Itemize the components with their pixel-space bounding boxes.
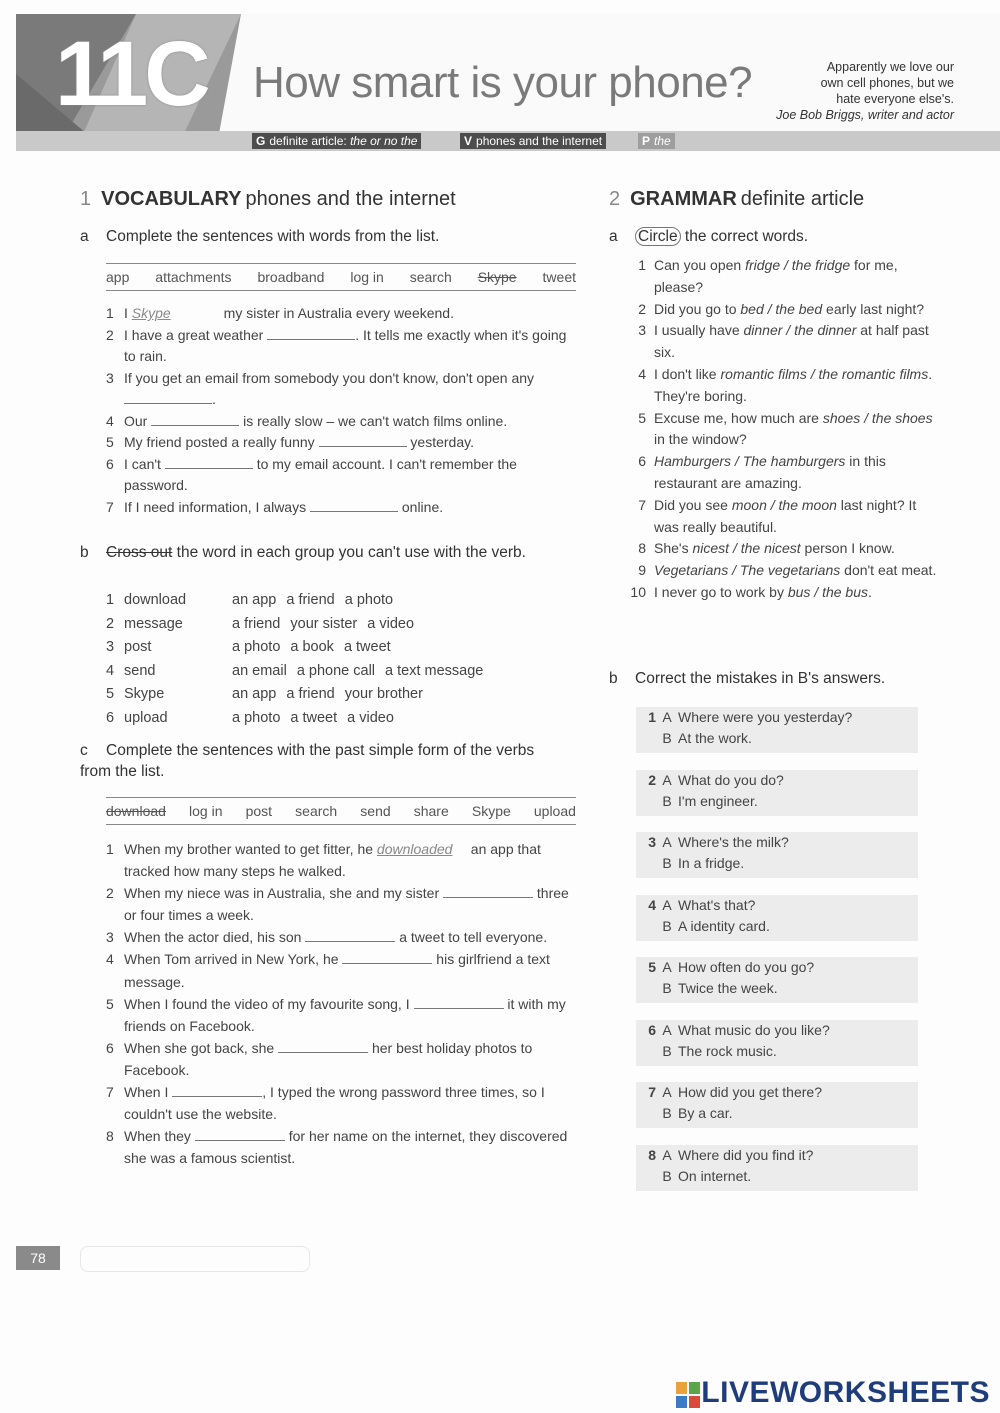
dialogue-answer[interactable]: On internet.	[678, 1167, 752, 1184]
dialogue-number-spacer	[636, 1041, 656, 1062]
grammar-item	[628, 538, 940, 560]
item-number: 5	[638, 409, 646, 426]
focus-vocabulary: V phones and the internet	[460, 133, 606, 149]
dialogue-answer[interactable]: A identity card.	[678, 917, 770, 934]
dialogue-number-spacer	[636, 853, 656, 874]
item-number: 7	[638, 496, 646, 513]
choice-options[interactable]: romantic films / the romantic films	[720, 365, 929, 382]
answer-blank[interactable]	[172, 1082, 262, 1097]
group-verb: send	[124, 662, 156, 679]
vocab-a-items	[106, 303, 576, 518]
dialogue-line-b	[636, 916, 918, 937]
word-list-item: app	[106, 269, 130, 285]
liveworksheets-logo-icon	[676, 1382, 700, 1408]
item-text	[654, 299, 924, 321]
item-number: 6	[106, 455, 114, 472]
speaker-a: A	[662, 896, 672, 913]
item-number: 7	[106, 498, 114, 515]
word-list-item: share	[413, 803, 449, 819]
quote-line: own cell phones, but we	[820, 76, 954, 90]
item-text-part: at half past six.	[654, 322, 929, 361]
dialogue-answer[interactable]: At the work.	[678, 730, 752, 746]
word-list-item: Skype	[471, 803, 511, 819]
item-text	[654, 364, 940, 408]
answer-blank[interactable]	[310, 497, 398, 512]
choice-options[interactable]: moon / the moon	[731, 496, 837, 513]
dialogue-line-a	[636, 1020, 918, 1041]
group-words	[232, 589, 576, 613]
item-number: 9	[638, 562, 646, 579]
item-text-part: Did you see	[654, 496, 732, 513]
unit-label: 11C	[55, 23, 207, 125]
dialogue-line-a	[636, 707, 918, 728]
exercise-item	[106, 303, 576, 325]
item-number: 10	[630, 583, 646, 600]
grammar-item	[628, 255, 940, 299]
group-word[interactable]: a photo	[232, 709, 281, 726]
item-number: 6	[106, 1039, 114, 1056]
group-word[interactable]: an app	[232, 686, 277, 702]
exercise-item	[106, 432, 576, 454]
answer-blank[interactable]	[443, 883, 533, 898]
item-text: I Skype my sister in Australia every weekend.	[124, 303, 454, 325]
grammar-heading: 2 GRAMMAR definite article	[609, 188, 865, 210]
item-text-part: in this restaurant are amazing.	[654, 453, 886, 491]
word-list-item: download	[106, 803, 166, 819]
grammar-item	[628, 299, 940, 321]
exercise-item	[106, 497, 576, 519]
group-word[interactable]: a text message	[385, 662, 484, 679]
item-text-part: don't eat meat.	[840, 562, 937, 579]
item-text-part: I don't like	[654, 365, 721, 382]
item-text: I can't to my email account. I can't remember the password.	[124, 455, 517, 493]
dialogue-number: 6	[648, 1021, 656, 1038]
speaker-a: A	[662, 834, 672, 850]
word-list-item: log in	[189, 803, 223, 819]
dialogue-line-b	[636, 1166, 918, 1187]
item-text-part: person I know.	[800, 540, 895, 557]
group-word[interactable]: your sister	[290, 615, 358, 632]
dialogue-line-b	[636, 728, 918, 749]
quote-line: hate everyone else's.	[836, 92, 954, 106]
dialogue-number-spacer	[636, 791, 656, 812]
grammar-item	[628, 320, 940, 364]
item-number: 1	[106, 841, 114, 857]
vocab-b-groups	[106, 589, 576, 730]
item-text	[654, 495, 940, 539]
exercise-item	[106, 838, 576, 882]
exercise-item	[106, 1125, 576, 1169]
exercise-item	[106, 1037, 576, 1081]
dialogue-line-a	[636, 770, 918, 791]
answer-blank[interactable]	[414, 994, 504, 1009]
word-list-item: search	[409, 269, 452, 285]
item-text: When the actor died, his son a tweet to tell everyone.	[124, 929, 548, 946]
dialogue-question: What's that?	[678, 896, 756, 913]
group-word[interactable]: an app	[232, 592, 277, 608]
exercise-item	[106, 948, 576, 992]
item-text: When my niece was in Australia, she and my sister three or four times a week.	[124, 885, 569, 924]
item-text-part: .	[868, 583, 872, 600]
item-number: 1	[106, 592, 115, 608]
item-number: 4	[638, 365, 646, 382]
dialogue-answer[interactable]: By a car.	[678, 1105, 733, 1121]
group-word[interactable]: your brother	[344, 686, 423, 702]
dialogue-question: Where's the milk?	[678, 834, 789, 850]
exercise-item	[106, 882, 576, 926]
item-text	[654, 408, 940, 452]
group-verb: upload	[124, 709, 168, 726]
speaker-b: B	[662, 980, 672, 996]
dialogue-answer[interactable]: Twice the week.	[678, 980, 778, 996]
group-words	[232, 707, 576, 731]
answer-blank[interactable]	[151, 411, 239, 426]
focus-grammar: G definite article: the or no the	[252, 133, 421, 149]
group-words	[232, 660, 576, 684]
item-text	[654, 255, 940, 299]
grammar-item	[628, 560, 940, 582]
word-list-item: search	[295, 803, 338, 819]
dialogue-box	[636, 832, 918, 878]
item-text: When Tom arrived in New York, he his girlfriend a text message.	[124, 951, 550, 990]
dialogue-number: 1	[648, 709, 656, 725]
grammar-item	[628, 451, 940, 495]
group-word[interactable]: a friend	[232, 615, 281, 632]
speaker-b: B	[662, 855, 672, 871]
item-number: 4	[106, 662, 115, 679]
item-text: When they for her name on the internet, they discovered she was a famous scientist.	[124, 1128, 568, 1167]
item-text-part: Did you go to	[654, 300, 741, 317]
answer-blank[interactable]	[267, 325, 355, 340]
dialogue-line-b	[636, 1041, 918, 1062]
dialogue-line-b	[636, 853, 918, 874]
item-number: 5	[106, 686, 115, 702]
footer-faint-box	[80, 1246, 310, 1272]
answer-blank[interactable]	[305, 927, 395, 942]
exercise-item	[106, 1081, 576, 1125]
item-text-part: Excuse me, how much are	[654, 409, 823, 426]
dialogue-number-spacer	[636, 916, 656, 937]
item-text-part: in the window?	[654, 431, 747, 448]
answer-blank[interactable]	[278, 1038, 368, 1053]
group-word[interactable]: a video	[367, 615, 415, 632]
page-title: How smart is your phone?	[253, 58, 753, 107]
exercise-item	[106, 411, 576, 433]
speaker-b: B	[662, 792, 672, 809]
item-number: 7	[106, 1084, 114, 1101]
choice-options[interactable]: bus / the bus	[787, 583, 869, 600]
item-text: My friend posted a really funny yesterday.	[124, 434, 474, 450]
group-word[interactable]: a tweet	[290, 709, 338, 726]
choice-options[interactable]: dinner / the dinner	[743, 322, 857, 339]
focus-pronunciation: P the	[638, 133, 675, 149]
dialogue-line-a	[636, 832, 918, 853]
dialogue-number: 2	[648, 771, 656, 788]
speaker-a: A	[662, 959, 672, 975]
vocab-a-word-list	[106, 263, 576, 291]
answer-blank[interactable]	[165, 454, 253, 469]
item-number: 4	[106, 951, 114, 968]
group-verb: post	[124, 639, 152, 655]
group-word[interactable]: a photo	[344, 592, 394, 608]
vocabulary-heading: 1 VOCABULARY phones and the internet	[80, 188, 456, 210]
item-text: Our is really slow – we can't watch films online.	[124, 412, 508, 429]
exercise-item	[106, 325, 576, 368]
item-text	[654, 538, 895, 560]
speaker-a: A	[662, 1146, 672, 1163]
speaker-b: B	[662, 1105, 672, 1121]
example-answer: Skype	[131, 305, 171, 321]
dialogue-box	[636, 1145, 918, 1191]
item-number: 4	[106, 412, 114, 429]
answer-blank[interactable]	[195, 1126, 285, 1141]
group-word[interactable]: a friend	[286, 686, 335, 702]
dialogue-line-b	[636, 978, 918, 999]
item-number: 8	[638, 540, 646, 557]
item-text-part: for me, please?	[654, 257, 898, 295]
choice-options[interactable]: Vegetarians / The vegetarians	[654, 562, 841, 579]
word-list-item: attachments	[155, 269, 232, 285]
group-verb: message	[124, 615, 183, 632]
word-list-item: tweet	[542, 269, 576, 285]
vocab-c-items	[106, 838, 576, 1169]
page-number: 78	[16, 1246, 60, 1270]
speaker-b: B	[662, 730, 672, 746]
dialogue-line-a	[636, 1145, 918, 1166]
item-number: 3	[106, 929, 114, 946]
word-list-item: broadband	[257, 269, 325, 285]
item-number: 5	[106, 434, 114, 450]
vocab-c-word-list	[106, 797, 576, 825]
word-list-item: send	[360, 803, 391, 819]
item-text-part: Can you open	[654, 257, 746, 273]
word-list-item: log in	[350, 269, 384, 285]
grammar-item	[628, 582, 940, 604]
speaker-b: B	[662, 917, 672, 934]
item-number: 3	[106, 369, 114, 386]
dialogue-number: 3	[648, 834, 656, 850]
answer-blank[interactable]	[342, 949, 432, 964]
choice-options[interactable]: Hamburgers / The hamburgers	[654, 453, 846, 470]
grammar-item	[628, 495, 940, 539]
group-word[interactable]: a video	[347, 709, 394, 726]
dialogue-number-spacer	[636, 1103, 656, 1124]
dialogue-line-a	[636, 957, 918, 978]
exercise-item	[106, 454, 576, 497]
item-number: 2	[638, 300, 646, 317]
dialogue-question: How often do you go?	[678, 959, 815, 975]
item-text	[654, 320, 940, 364]
item-text: If you get an email from somebody you don't know, don't open any .	[124, 369, 535, 407]
speaker-a: A	[662, 1084, 672, 1100]
item-text-part: I never go to work by	[654, 583, 788, 600]
group-word[interactable]: a tweet	[343, 639, 391, 655]
group-words	[232, 683, 576, 707]
grammar-a-items	[628, 255, 940, 604]
item-text	[654, 582, 872, 604]
item-text-part: I usually have	[654, 322, 744, 339]
speaker-b: B	[662, 1042, 672, 1059]
dialogue-box	[636, 895, 918, 941]
exercise-item	[106, 926, 576, 948]
item-text: I have a great weather . It tells me exactly when it's going to rain.	[124, 326, 567, 364]
dialogue-question: Where were you yesterday?	[678, 709, 853, 725]
item-number: 5	[106, 995, 114, 1012]
item-text: When she got back, she her best holiday photos to Facebook.	[124, 1039, 533, 1078]
vocab-a-instruction: a Complete the sentences with words from the list.	[80, 228, 440, 245]
dialogue-line-a	[636, 895, 918, 916]
item-text	[654, 451, 940, 495]
item-text-part: . They're boring.	[654, 365, 933, 404]
group-words	[232, 613, 576, 637]
quote-author: Joe Bob Briggs, writer and actor	[776, 108, 954, 122]
item-number: 3	[106, 639, 115, 655]
speaker-a: A	[662, 771, 672, 788]
speaker-a: A	[662, 1021, 672, 1038]
example-answer: downloaded	[376, 841, 453, 857]
item-number: 6	[106, 709, 115, 726]
dialogue-question: What music do you like?	[678, 1021, 830, 1038]
item-number: 6	[638, 453, 646, 470]
group-word[interactable]: a book	[290, 639, 334, 655]
dialogue-number-spacer	[636, 978, 656, 999]
exercise-item	[106, 368, 576, 411]
choice-options[interactable]: fridge / the fridge	[745, 257, 851, 273]
dialogue-box	[636, 1020, 918, 1066]
dialogue-number: 5	[648, 959, 656, 975]
choice-options[interactable]: nicest / the nicest	[692, 540, 801, 557]
dialogue-line-b	[636, 791, 918, 812]
dialogue-box	[636, 957, 918, 1003]
speaker-b: B	[662, 1167, 672, 1184]
group-verb: download	[124, 592, 187, 608]
group-word[interactable]: an email	[232, 662, 287, 679]
dialogue-line-a	[636, 1082, 918, 1103]
item-text: When I , I typed the wrong password three times, so I couldn't use the website.	[124, 1084, 545, 1123]
dialogue-question: Where did you find it?	[678, 1146, 814, 1163]
item-number: 1	[638, 257, 646, 273]
answer-blank[interactable]	[124, 389, 212, 404]
word-list-item: upload	[533, 803, 576, 819]
dialogue-question: What do you do?	[678, 771, 784, 788]
dialogue-box	[636, 707, 918, 753]
item-text-part: last night? It was really beautiful.	[654, 496, 917, 535]
choice-options[interactable]: bed / the bed	[740, 300, 823, 317]
dialogue-number: 7	[648, 1084, 656, 1100]
group-verb: Skype	[124, 686, 165, 702]
item-number: 2	[106, 326, 114, 343]
exercise-item	[106, 993, 576, 1037]
dialogue-box	[636, 770, 918, 816]
dialogue-number-spacer	[636, 1166, 656, 1187]
group-word[interactable]: a phone call	[296, 662, 376, 679]
dialogue-number-spacer	[636, 728, 656, 749]
quote	[734, 59, 954, 123]
item-number: 2	[106, 615, 115, 632]
choice-options[interactable]: shoes / the shoes	[822, 409, 933, 426]
group-words	[232, 636, 576, 660]
liveworksheets-brand: LIVEWORKSHEETS	[701, 1376, 990, 1409]
grammar-b-instruction: b Correct the mistakes in B's answers.	[609, 670, 886, 687]
dialogue-answer[interactable]: In a fridge.	[678, 855, 745, 871]
item-text-part: She's	[654, 540, 693, 557]
vocab-b-instruction: b Cross out the word in each group you can't use with the verb.	[80, 544, 526, 561]
dialogue-answer[interactable]: I'm engineer.	[678, 792, 758, 809]
dialogue-answer[interactable]: The rock music.	[678, 1042, 777, 1059]
item-text: If I need information, I always online.	[124, 498, 444, 515]
word-list-item: Skype	[477, 269, 517, 285]
group-word[interactable]: a friend	[286, 592, 335, 608]
word-list-item: post	[245, 803, 273, 819]
item-number: 3	[638, 322, 646, 339]
item-text-part: early last night?	[822, 300, 925, 317]
grammar-item	[628, 408, 940, 452]
speaker-a: A	[662, 709, 672, 725]
group-word[interactable]: a photo	[232, 639, 281, 655]
dialogue-number: 4	[648, 896, 656, 913]
item-number: 8	[106, 1128, 114, 1145]
grammar-item	[628, 364, 940, 408]
dialogue-line-b	[636, 1103, 918, 1124]
dialogue-box	[636, 1082, 918, 1128]
dialogue-number: 8	[648, 1146, 656, 1163]
vocab-c-instruction: c Complete the sentences with the past simple form of the verbs from the list.	[80, 742, 535, 780]
item-text	[654, 560, 936, 582]
item-text: When my brother wanted to get fitter, he downloaded an app that tracked how many steps he walked.	[124, 838, 576, 882]
item-number: 1	[106, 305, 114, 321]
answer-blank[interactable]	[319, 432, 407, 447]
item-number: 2	[106, 885, 114, 902]
grammar-a-instruction: a Circle the correct words.	[609, 228, 809, 245]
quote-line: Apparently we love our	[826, 60, 954, 74]
item-text: When I found the video of my favourite song, I it with my friends on Facebook.	[124, 995, 566, 1034]
dialogue-question: How did you get there?	[678, 1084, 822, 1100]
